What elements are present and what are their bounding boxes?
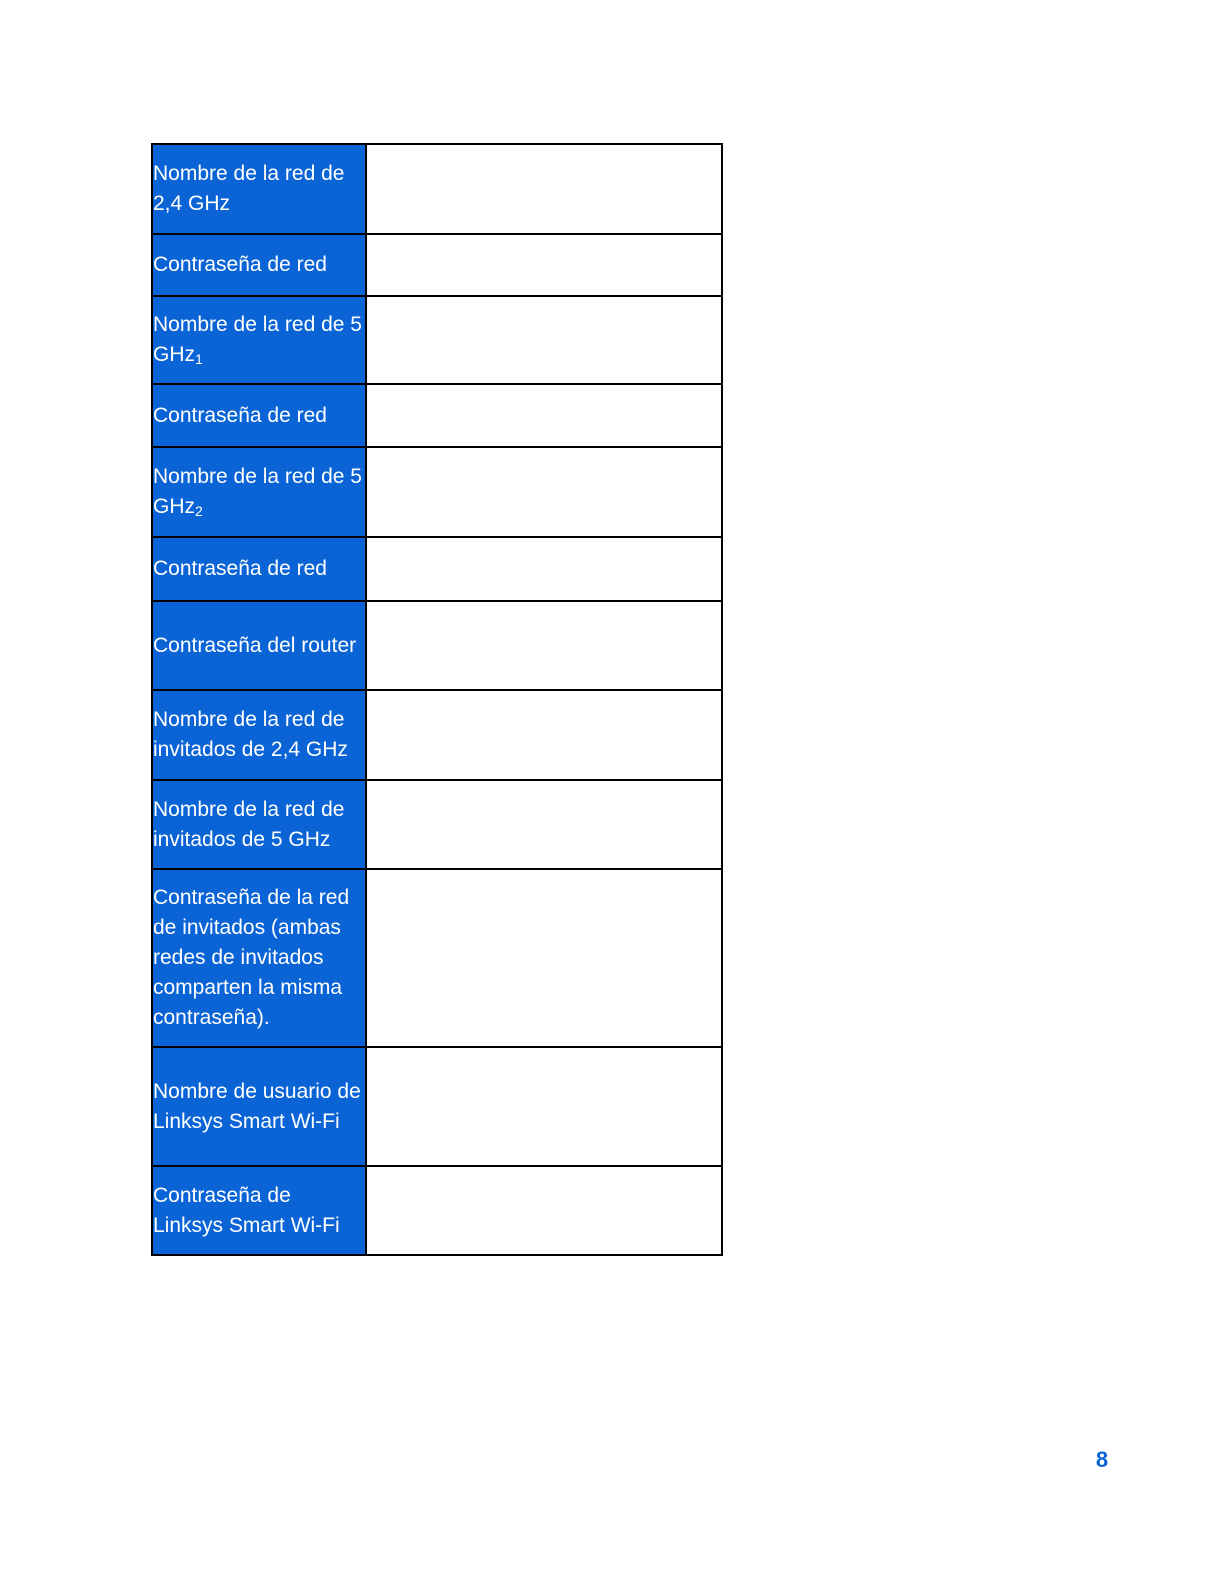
row-value-field[interactable]	[366, 690, 722, 780]
row-label: Contraseña de Linksys Smart Wi-Fi	[152, 1166, 366, 1255]
row-value-field[interactable]	[366, 1166, 722, 1255]
row-label: Nombre de la red de invitados de 2,4 GHz	[152, 690, 366, 780]
page-number: 8	[1095, 1447, 1109, 1472]
row-value-field[interactable]	[366, 869, 722, 1047]
row-label-subscript: 2	[195, 502, 203, 519]
row-label: Contraseña de red	[152, 384, 366, 447]
row-label: Nombre de la red de invitados de 5 GHz	[152, 780, 366, 869]
table-row	[152, 537, 722, 601]
row-label: Nombre de usuario de Linksys Smart Wi-Fi	[152, 1047, 366, 1166]
row-label: Nombre de la red de 5 GHz1	[152, 296, 366, 384]
row-label: Contraseña del router	[152, 601, 366, 690]
row-value-field[interactable]	[366, 1047, 722, 1166]
table-row	[152, 234, 722, 296]
row-value-field[interactable]	[366, 447, 722, 537]
row-value-field[interactable]	[366, 234, 722, 296]
row-label: Contraseña de red	[152, 234, 366, 296]
row-label: Nombre de la red de 5 GHz2	[152, 447, 366, 537]
table-row	[152, 1047, 722, 1166]
row-value-field[interactable]	[366, 144, 722, 234]
table-row	[152, 296, 722, 384]
table-row	[152, 144, 722, 234]
row-label: Contraseña de red	[152, 537, 366, 601]
row-label: Nombre de la red de 2,4 GHz	[152, 144, 366, 234]
table-row	[152, 601, 722, 690]
table-row	[152, 690, 722, 780]
row-value-field[interactable]	[366, 780, 722, 869]
table-row	[152, 1166, 722, 1255]
row-label: Contraseña de la red de invitados (ambas redes de invitados comparten la misma contraseña).	[152, 869, 366, 1047]
network-info-table	[151, 143, 723, 1256]
row-value-field[interactable]	[366, 296, 722, 384]
row-label-subscript: 1	[195, 350, 203, 367]
table-row	[152, 869, 722, 1047]
table-row	[152, 384, 722, 447]
row-value-field[interactable]	[366, 601, 722, 690]
row-value-field[interactable]	[366, 537, 722, 601]
row-value-field[interactable]	[366, 384, 722, 447]
table-row	[152, 447, 722, 537]
table-row	[152, 780, 722, 869]
